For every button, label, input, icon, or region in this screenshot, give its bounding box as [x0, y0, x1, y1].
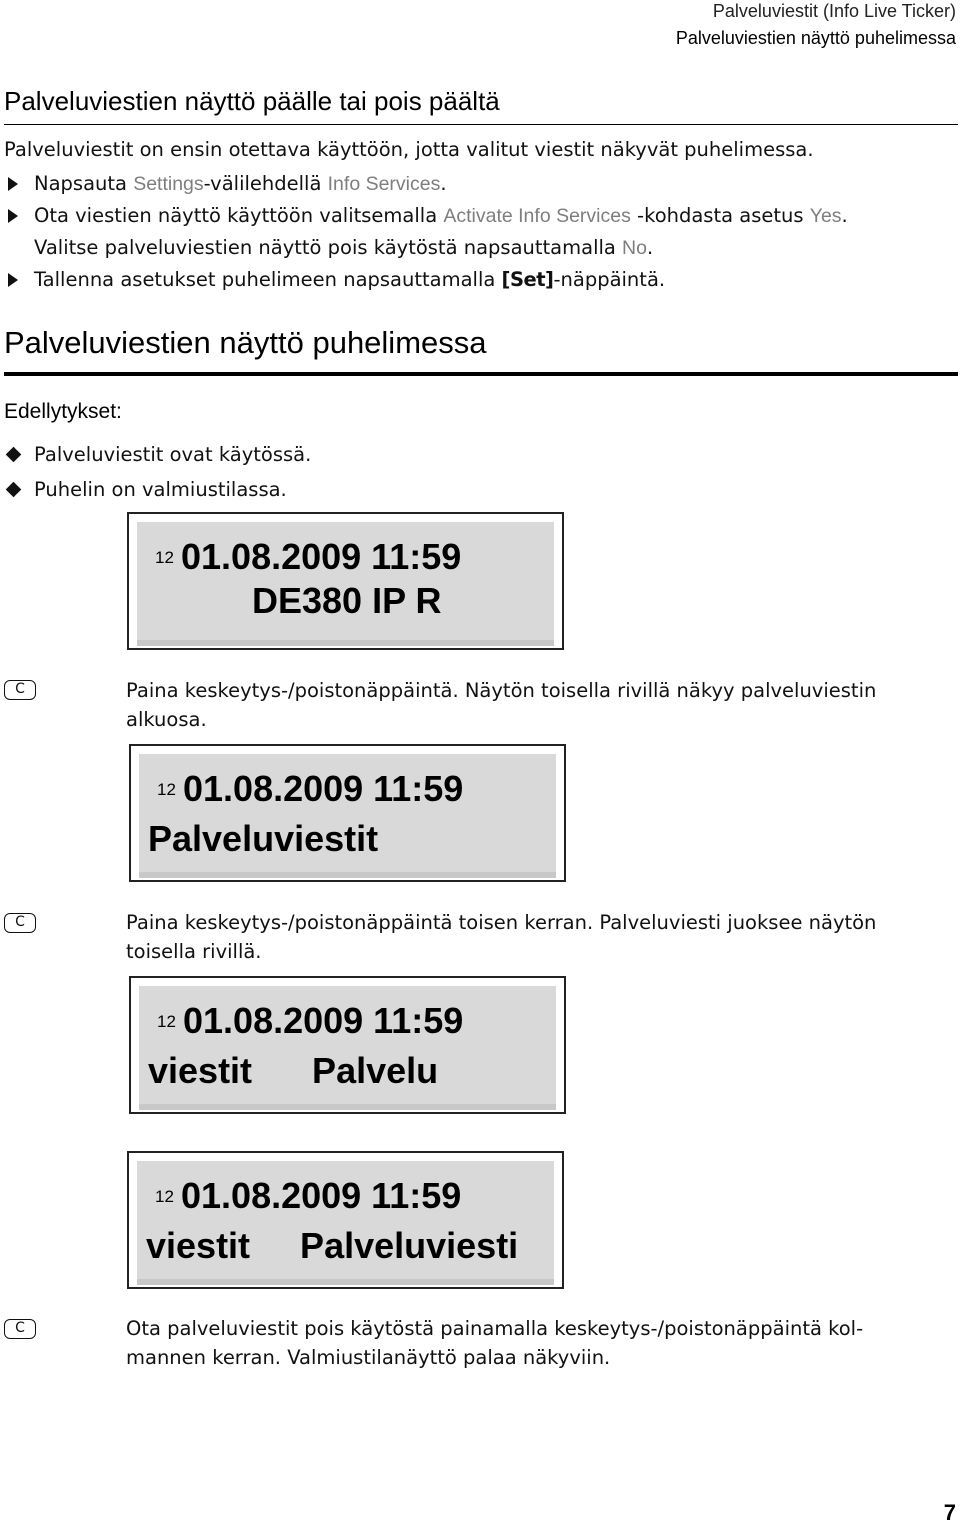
running-head [676, 0, 956, 52]
step-item [4, 168, 848, 200]
prerequisite-text: Puhelin on valmiustilassa. [34, 478, 287, 501]
signal-indicator: 12 [157, 780, 176, 799]
step-text: . [841, 204, 848, 227]
display-line2: viestit Palveluviesti [146, 1225, 519, 1266]
display-line2: Palveluviestit [148, 818, 379, 859]
step-item [4, 200, 848, 264]
step-text: -kohdasta asetus [630, 204, 810, 227]
phone-display-idle [127, 512, 564, 650]
step-text: Napsauta [34, 172, 134, 195]
ui-term-no: No [622, 237, 647, 259]
step-text: -näppäintä. [553, 268, 666, 291]
c-key-icon: C [4, 913, 36, 933]
step-list [4, 168, 848, 296]
phone-display-scroll-2 [127, 1151, 564, 1289]
prerequisite-item [4, 472, 311, 507]
display-line2: viestit Palvelu [148, 1050, 439, 1091]
step-arrow-icon [8, 273, 18, 287]
display-screen [139, 986, 556, 1104]
instruction-text: Ota palveluviestit pois käytöstä painamalla keskeytys-/poistonäppäintä kol-mannen kerran. Valmiustilanäyttö palaa näkyviin. [126, 1317, 864, 1369]
diamond-bullet-icon [6, 482, 22, 498]
diamond-bullet-icon [6, 447, 22, 463]
intro-paragraph: Palveluviestit on ensin otettava käyttöön, jotta valitut viestit näkyvät puhelimessa. [4, 138, 814, 161]
running-head-chapter: Palveluviestit (Info Live Ticker) [712, 1, 956, 21]
step-item [4, 264, 848, 296]
section-divider-thick [4, 372, 958, 376]
instruction-text: Paina keskeytys-/poistonäppäintä. Näytön toisella rivillä näkyy palveluviestin alkuosa. [126, 679, 877, 731]
display-datetime: 01.08.2009 11:59 [183, 1000, 464, 1041]
phone-display-message-start [129, 744, 566, 882]
step-text: -välilehdellä [203, 172, 328, 195]
prerequisite-item [4, 437, 311, 472]
instruction-text: Paina keskeytys-/poistonäppäintä toisen kerran. Palveluviesti juoksee näytön toisella rivillä. [126, 911, 877, 963]
display-datetime: 01.08.2009 11:59 [181, 1175, 462, 1216]
prerequisite-text: Palveluviestit ovat käytössä. [34, 443, 312, 466]
prerequisites-heading: Edellytykset: [4, 400, 122, 423]
step-text: Valitse palveluviestien näyttö pois käytöstä napsauttamalla [34, 236, 623, 259]
section-divider [4, 124, 958, 125]
ui-term-activate-info-services: Activate Info Services [443, 205, 631, 227]
signal-indicator: 12 [155, 548, 174, 567]
section-title-enable-display: Palveluviestien näyttö päälle tai pois päältä [4, 86, 500, 116]
section-title-display-on-phone: Palveluviestien näyttö puhelimessa [4, 325, 487, 360]
step-arrow-icon [8, 209, 18, 223]
display-screen [137, 1161, 554, 1279]
running-head-section: Palveluviestien näyttö puhelimessa [675, 28, 956, 48]
ui-term-yes: Yes [809, 205, 842, 227]
ui-term-info-services: Info Services [327, 173, 441, 195]
phone-display-scroll-1 [129, 976, 566, 1114]
signal-indicator: 12 [155, 1187, 174, 1206]
step-text: . [646, 236, 654, 259]
page-number: 7 [943, 1500, 956, 1525]
display-datetime: 01.08.2009 11:59 [183, 768, 464, 809]
display-datetime: 01.08.2009 11:59 [181, 536, 462, 577]
set-key-label: [Set] [501, 268, 554, 291]
step-text: Ota viestien näyttö käyttöön valitsemalla [34, 204, 444, 227]
display-screen [137, 522, 554, 640]
step-arrow-icon [8, 177, 18, 191]
step-text: . [440, 172, 447, 195]
c-key-icon: C [4, 680, 36, 700]
prerequisites-list [4, 437, 311, 507]
signal-indicator: 12 [157, 1012, 176, 1031]
step-text: Tallenna asetukset puhelimeen napsauttamalla [34, 268, 502, 291]
display-line2: DE380 IP R [252, 580, 442, 621]
ui-term-settings: Settings [133, 173, 204, 195]
c-key-icon: C [4, 1319, 36, 1339]
display-screen [139, 754, 556, 872]
